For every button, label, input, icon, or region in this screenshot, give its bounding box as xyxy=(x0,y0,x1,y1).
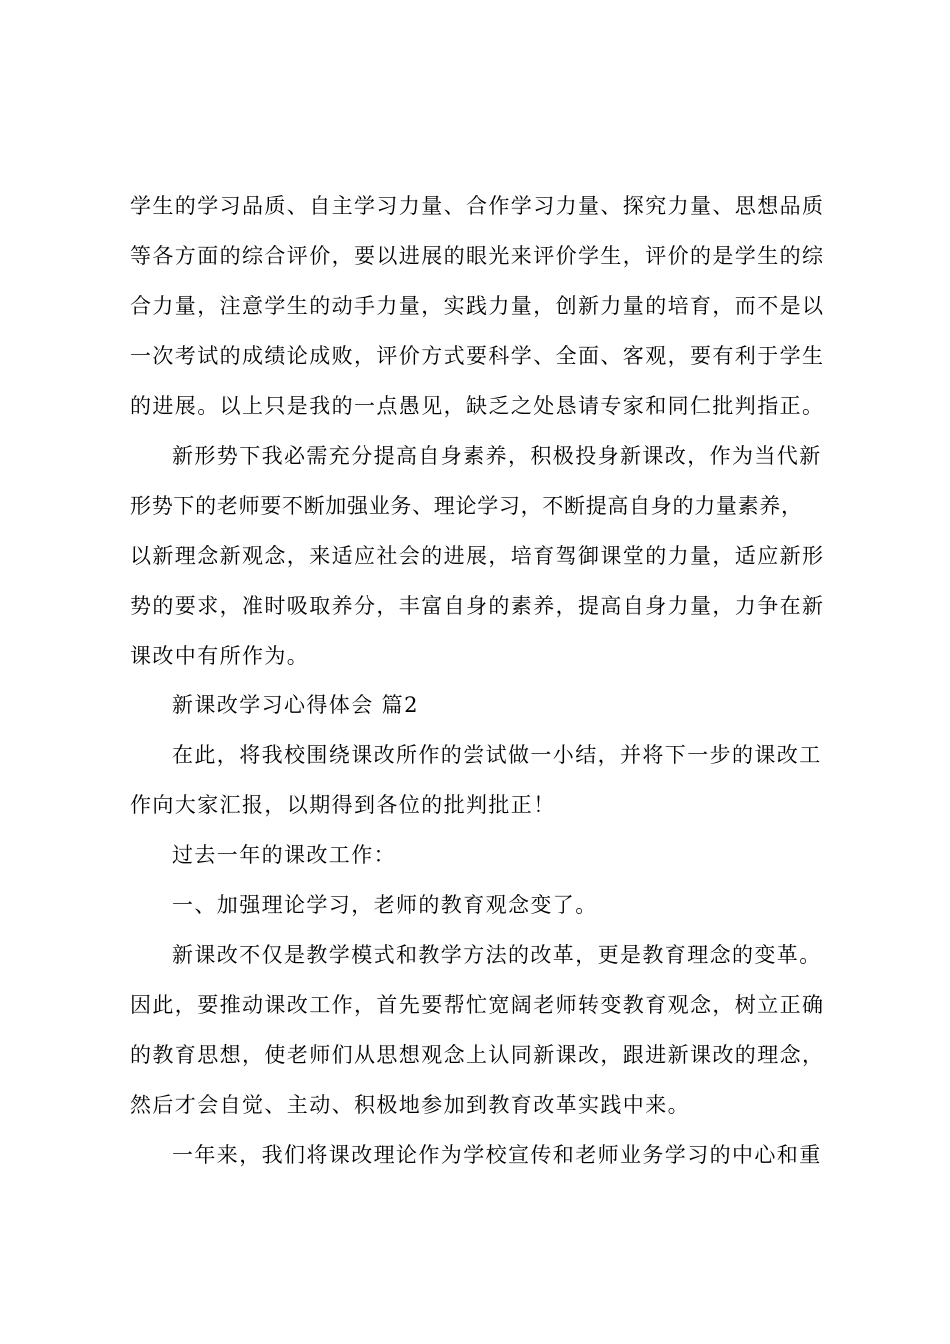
text-line: 合力量，注意学生的动手力量，实践力量，创新力量的培育，而不是以 xyxy=(130,294,825,318)
paragraph-first-line: 一年来，我们将课改理论作为学校宣传和老师业务学习的中心和重 xyxy=(172,1143,822,1167)
paragraph-first-line: 一、加强理论学习，老师的教育观念变了。 xyxy=(172,893,598,917)
text-line: 课改中有所作为。 xyxy=(130,644,310,668)
text-line: 的教育思想，使老师们从思想观念上认同新课改，跟进新课改的理念， xyxy=(130,1043,825,1067)
paragraph-first-line: 在此，将我校围绕课改所作的尝试做一小结，并将下一步的课改工 xyxy=(172,743,822,767)
text-line: 作向大家汇报，以期得到各位的批判批正！ xyxy=(130,793,556,817)
text-line: 的进展。以上只是我的一点愚见，缺乏之处恳请专家和同仁批判指正。 xyxy=(130,394,825,418)
paragraph-first-line: 过去一年的课改工作： xyxy=(172,843,396,867)
text-line: 等各方面的综合评价，要以进展的眼光来评价学生，评价的是学生的综 xyxy=(130,244,825,268)
paragraph-first-line: 新形势下我必需充分提高自身素养，积极投身新课改，作为当代新 xyxy=(172,444,822,468)
section-heading: 新课改学习心得体会 篇2 xyxy=(172,693,419,717)
text-line: 因此，要推动课改工作，首先要帮忙宽阔老师转变教育观念，树立正确 xyxy=(130,993,825,1017)
text-line: 形势下的老师要不断加强业务、理论学习，不断提高自身的力量素养， xyxy=(130,494,803,518)
text-line: 学生的学习品质、自主学习力量、合作学习力量、探究力量、思想品质 xyxy=(130,194,825,218)
text-line: 然后才会自觉、主动、积极地参加到教育改革实践中来。 xyxy=(130,1093,690,1117)
text-line: 一次考试的成绩论成败，评价方式要科学、全面、客观，要有利于学生 xyxy=(130,344,825,368)
text-line: 以新理念新观念，来适应社会的进展，培育驾御课堂的力量，适应新形 xyxy=(130,544,825,568)
paragraph-first-line: 新课改不仅是教学模式和教学方法的改革，更是教育理念的变革。 xyxy=(172,943,822,967)
text-line: 势的要求，准时吸取养分，丰富自身的素养，提高自身力量，力争在新 xyxy=(130,594,825,618)
